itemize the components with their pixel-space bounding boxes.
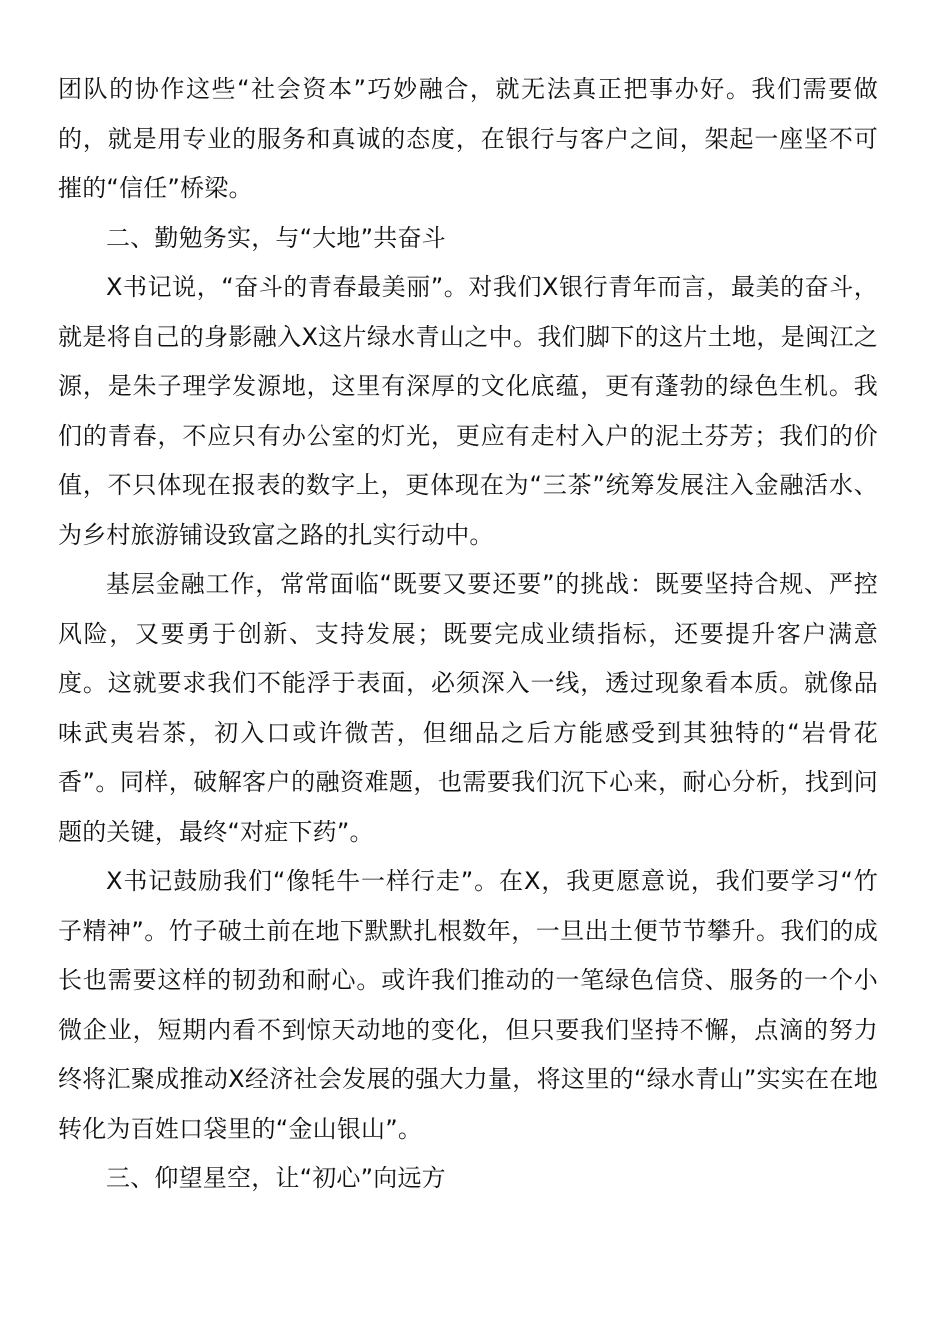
- paragraph-struggle: X书记说，“奋斗的青春最美丽”。对我们X银行青年而言，最美的奋斗，就是将自己的身影融入X这片绿水青山之中。我们脚下的这片土地，是闽江之源，是朱子理学发源地，这里有深厚的文化底蕴，更有蓬勃的绿色生机。我们的青春，不应只有办公室的灯光，更应有走村入户的泥土芬芳；我们的价值，不只体现在报表的数字上，更体现在为“三茶”统筹发展注入金融活水、为乡村旅游铺设致富之路的扎实行动中。: [58, 273, 878, 549]
- paragraph-continuation: 团队的协作这些“社会资本”巧妙融合，就无法真正把事办好。我们需要做的，就是用专业的服务和真诚的态度，在银行与客户之间，架起一座坚不可摧的“信任”桥梁。: [58, 75, 878, 202]
- document-body: [58, 65, 878, 1204]
- section-heading-3: 三、仰望星空，让“初心”向远方: [106, 1164, 446, 1192]
- paragraph-grassroots-finance: 基层金融工作，常常面临“既要又要还要”的挑战：既要坚持合规、严控风险，又要勇于创新、支持发展；既要完成业绩指标，还要提升客户满意度。这就要求我们不能浮于表面，必须深入一线，透过现象看本质。就像品味武夷岩茶，初入口或许微苦，但细品之后方能感受到其独特的“岩骨花香”。同样，破解客户的融资难题，也需要我们沉下心来，耐心分析，找到问题的关键，最终“对症下药”。: [58, 570, 878, 846]
- paragraph-bamboo-spirit: X书记鼓励我们“像牦牛一样行走”。在X，我更愿意说，我们要学习“竹子精神”。竹子破土前在地下默默扎根数年，一旦出土便节节攀升。我们的成长也需要这样的韧劲和耐心。或许我们推动的一笔绿色信贷、服务的一个小微企业，短期内看不到惊天动地的变化，但只要我们坚持不懈，点滴的努力终将汇聚成推动X经济社会发展的强大力量，将这里的“绿水青山”实实在在地转化为百姓口袋里的“金山银山”。: [58, 867, 878, 1143]
- section-heading-2: 二、勤勉务实，与“大地”共奋斗: [106, 223, 446, 252]
